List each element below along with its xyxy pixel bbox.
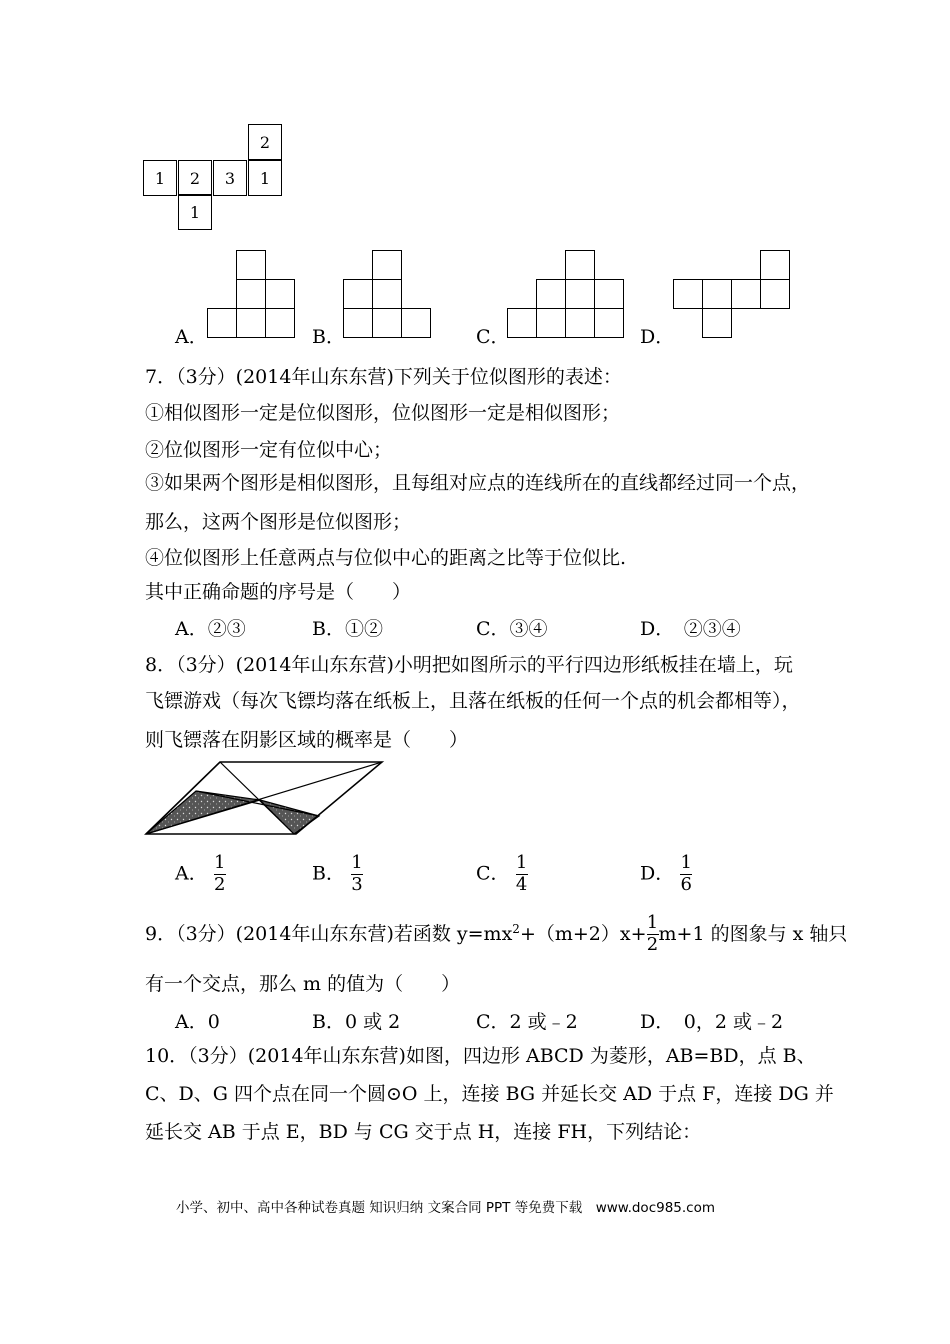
net-cell-row-2: 2: [178, 160, 212, 196]
q9-option-c: C．2 或﹣2: [476, 1011, 578, 1033]
q7-statement-3a: ③如果两个图形是相似图形，且每组对应点的连线所在的直线都经过同一个点，: [145, 472, 811, 494]
q8-line-3: 则飞镖落在阴影区域的概率是（ ）: [145, 729, 469, 751]
q7-option-a: A．②③: [175, 618, 246, 640]
q7-statement-1: ①相似图形一定是位似图形，位似图形一定是相似图形；: [145, 402, 621, 424]
q9-option-b: B．0 或 2: [312, 1011, 401, 1033]
q7-option-c: C．③④: [476, 618, 548, 640]
net-cell-row-3: 3: [213, 160, 247, 196]
q8-line-2: 飞镖游戏（每次飞镖均落在纸板上，且落在纸板的任何一个点的机会都相等），: [145, 690, 801, 712]
q9-option-d: D． 0，2 或﹣2: [640, 1011, 784, 1033]
net-cell-row-1: 1: [143, 160, 177, 196]
q7-option-b: B．①②: [312, 618, 383, 640]
page-footer: 小学、初中、高中各种试卷真题 知识归纳 文案合同 PPT 等免费下载 www.doc985.com: [176, 1200, 716, 1216]
shaded-triangle-left: [146, 791, 260, 834]
q7-statement-3b: 那么，这两个图形是位似图形；: [145, 511, 412, 533]
q7-question: 其中正确命题的序号是（ ）: [145, 581, 412, 603]
parallelogram-figure: [140, 758, 390, 840]
q10-line-2: C、D、G 四个点在同一个圆⊙O 上，连接 BG 并延长交 AD 于点 F，连接 DG 并: [145, 1083, 834, 1105]
net-cell-bottom: 1: [178, 194, 212, 230]
net-cell-row-4: 1: [248, 160, 282, 196]
net-cell-top: 2: [248, 124, 282, 160]
q8-option-b: B． $\frac{1}{3}$: [312, 852, 363, 895]
q8-option-c: C． $\frac{1}{4}$: [476, 852, 528, 895]
q6-option-d-label: D．: [640, 326, 675, 348]
q8-option-d: D． $\frac{1}{6}$: [640, 852, 692, 895]
q7-statement-2: ②位似图形一定有位似中心；: [145, 439, 393, 461]
q8-option-a: A． $\frac{1}{2}$: [175, 852, 226, 895]
q8-line-1: 8．（3分）(2014年山东东营)小明把如图所示的平行四边形纸板挂在墙上，玩: [145, 654, 793, 676]
q9-line-2: 有一个交点，那么 m 的值为（ ）: [145, 973, 461, 995]
q6-option-a-label: A．: [175, 326, 208, 348]
q9-line-1: 9．（3分）(2014年山东东营)若函数 y=mx $^2$ +（m+2）x+ $\frac{1}{2}$ m+1 的图象与 x 轴只: [145, 912, 848, 955]
q10-line-3: 延长交 AB 于点 E，BD 与 CG 交于点 H，连接 FH，下列结论：: [145, 1121, 702, 1143]
q7-statement-4: ④位似图形上任意两点与位似中心的距离之比等于位似比.: [145, 547, 627, 569]
q6-option-b-label: B．: [312, 326, 345, 348]
q10-line-1: 10．（3分）(2014年山东东营)如图，四边形 ABCD 为菱形，AB=BD，点 B、: [145, 1045, 816, 1067]
q7-stem: 7．（3分）(2014年山东东营)下列关于位似图形的表述：: [145, 366, 622, 388]
q9-option-a: A．0: [175, 1011, 220, 1033]
q7-option-d: D． ②③④: [640, 618, 741, 640]
q6-option-c-label: C．: [476, 326, 510, 348]
